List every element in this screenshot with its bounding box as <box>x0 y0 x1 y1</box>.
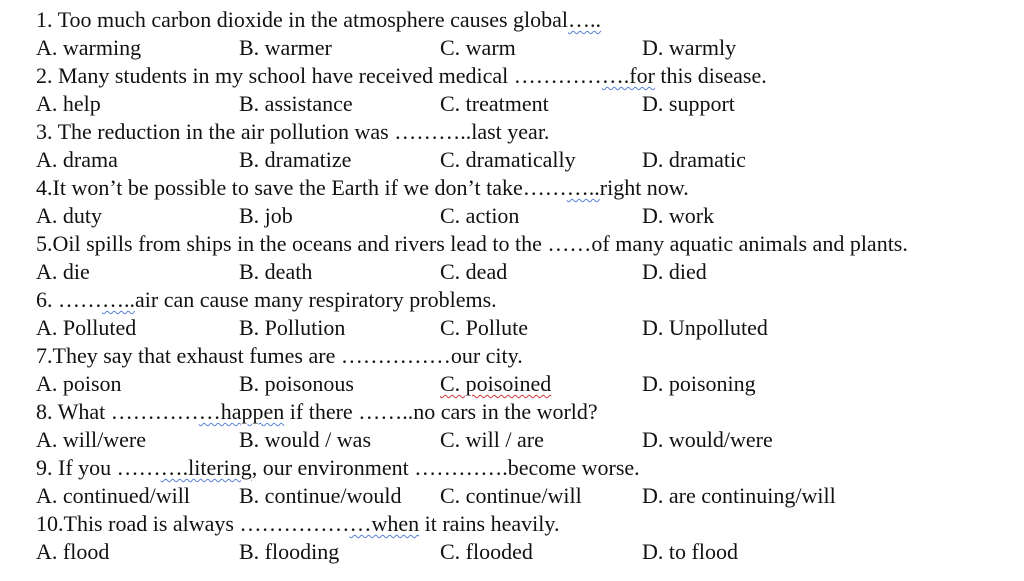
option-c: C. treatment <box>440 91 549 116</box>
option-c: C. will / are <box>440 427 544 452</box>
option-a: A. help <box>36 91 101 116</box>
option-c: C. continue/will <box>440 483 582 508</box>
question-2 <box>36 62 1016 90</box>
option-d: D. to flood <box>642 539 738 564</box>
spellcheck-mark: ….. <box>102 287 135 312</box>
options-2 <box>36 90 1016 118</box>
question-stem: 8. What ………… <box>36 399 199 424</box>
option-d: D. poisoning <box>642 371 756 396</box>
option-a: A. continued/will <box>36 483 190 508</box>
option-b: B. assistance <box>239 91 353 116</box>
question-tail: , our environment ………….become worse. <box>251 455 640 480</box>
question-tail: right now. <box>599 175 689 200</box>
option-c: C. warm <box>440 35 516 60</box>
option-a: A. die <box>36 259 90 284</box>
option-b: B. would / was <box>239 427 371 452</box>
question-stem: 7.They say that exhaust fumes are ……………our city. <box>36 343 523 368</box>
option-b: B. continue/would <box>239 483 402 508</box>
option-d: D. would/were <box>642 427 773 452</box>
option-a: A. poison <box>36 371 122 396</box>
spellcheck-mark: …happen <box>198 399 285 424</box>
question-stem: 4.It won’t be possible to save the Earth if we don’t take…… <box>36 175 567 200</box>
spellcheck-mark: ….litering <box>160 455 252 480</box>
option-a: A. drama <box>36 147 118 172</box>
question-8 <box>36 398 1016 426</box>
option-c: C. Pollute <box>440 315 529 340</box>
question-stem: 3. The reduction in the air pollution was ………..last year. <box>36 119 550 144</box>
option-d: D. warmly <box>642 35 737 60</box>
exercise-sheet <box>36 6 1016 566</box>
option-a: A. warming <box>36 35 142 60</box>
option-d: D. support <box>642 91 735 116</box>
spellcheck-mark: …when <box>349 511 420 536</box>
options-1 <box>36 34 1016 62</box>
option-c: C. action <box>440 203 520 228</box>
question-tail: it rains heavily. <box>419 511 560 536</box>
question-tail: air can cause many respiratory problems. <box>135 287 497 312</box>
question-4 <box>36 174 1016 202</box>
options-9 <box>36 482 1016 510</box>
question-stem: 5.Oil spills from ships in the oceans and rivers lead to the ……of many aquatic animals and plants. <box>36 231 908 256</box>
option-b: B. flooding <box>239 539 340 564</box>
options-10 <box>36 538 1016 566</box>
option-c: C. dramatically <box>440 147 576 172</box>
option-b: B. job <box>239 203 293 228</box>
options-4 <box>36 202 1016 230</box>
option-c: C. poisoined <box>440 371 552 396</box>
spellcheck-mark: ….for <box>601 63 655 88</box>
question-stem: 6. …… <box>36 287 102 312</box>
question-10 <box>36 510 1016 538</box>
option-b: B. poisonous <box>239 371 354 396</box>
option-a: A. Polluted <box>36 315 137 340</box>
question-7 <box>36 342 1016 370</box>
question-stem: 1. Too much carbon dioxide in the atmosphere causes global <box>36 7 569 32</box>
option-b: B. dramatize <box>239 147 352 172</box>
option-a: A. will/were <box>36 427 146 452</box>
question-6 <box>36 286 1016 314</box>
options-3 <box>36 146 1016 174</box>
question-9 <box>36 454 1016 482</box>
option-b: B. Pollution <box>239 315 346 340</box>
question-5 <box>36 230 1016 258</box>
options-8 <box>36 426 1016 454</box>
question-3 <box>36 118 1016 146</box>
options-7 <box>36 370 1016 398</box>
option-d: D. died <box>642 259 707 284</box>
question-tail: this disease. <box>654 63 767 88</box>
options-6 <box>36 314 1016 342</box>
spellcheck-mark: ….. <box>566 175 600 200</box>
option-c: C. flooded <box>440 539 533 564</box>
option-d: D. dramatic <box>642 147 746 172</box>
question-tail: if there ……..no cars in the world? <box>284 399 598 424</box>
spellcheck-mark: ….. <box>568 7 602 32</box>
option-d: D. work <box>642 203 715 228</box>
question-stem: 2. Many students in my school have received medical ………… <box>36 63 602 88</box>
question-stem: 9. If you …… <box>36 455 161 480</box>
options-5 <box>36 258 1016 286</box>
option-d: D. are continuing/will <box>642 483 836 508</box>
option-a: A. flood <box>36 539 110 564</box>
option-a: A. duty <box>36 203 102 228</box>
question-stem: 10.This road is always …………… <box>36 511 350 536</box>
question-1 <box>36 6 1016 34</box>
option-c: C. dead <box>440 259 508 284</box>
option-b: B. warmer <box>239 35 332 60</box>
option-d: D. Unpolluted <box>642 315 768 340</box>
option-b: B. death <box>239 259 313 284</box>
